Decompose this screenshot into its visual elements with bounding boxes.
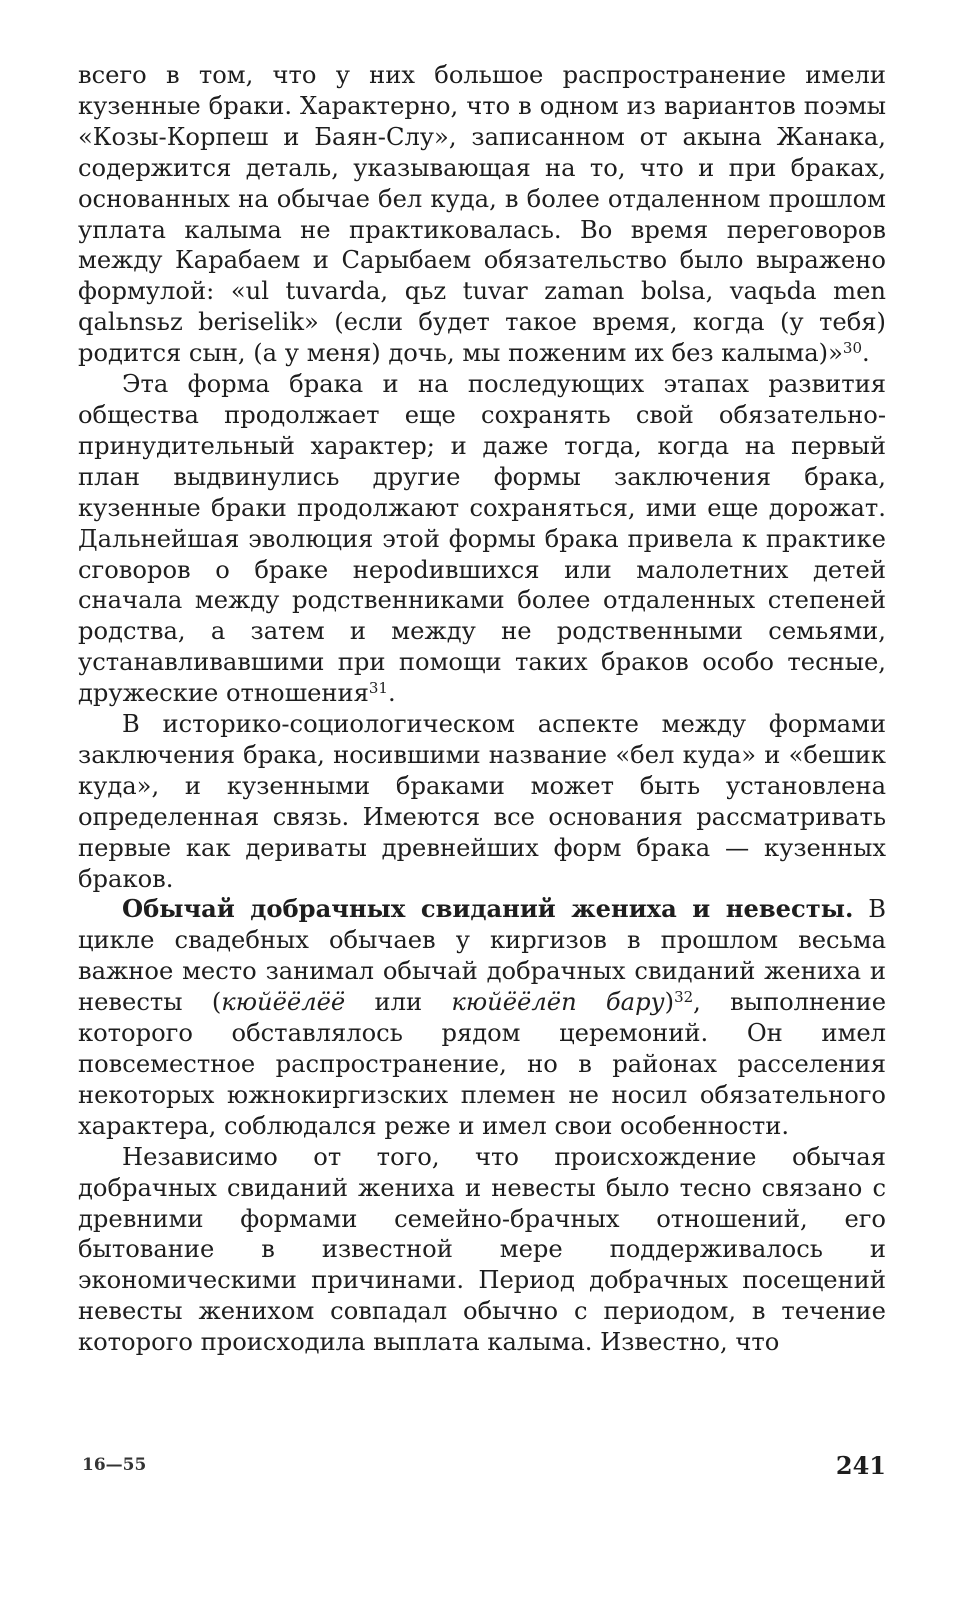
paragraph-1 [78, 60, 886, 369]
paragraph-2 [78, 369, 886, 709]
paragraph-5-text: Независимо от того, что происхождение обычая добрачных свиданий жениха и невесты было тесно связано с древними формами семейно-брачных отношений, его бытование в известной мере поддерживалось и экономическими причинами. Период добрачных посещений невесты женихом совпадал обычно с периодом, в течение которого происходила выплата калыма. Известно, что [78, 1142, 886, 1357]
paragraph-1-text: всего в том, что у них большое распространение имели кузенные браки. Характерно, что в одном из вариантов поэмы «Козы-Корпеш и Баян-Слу», записанном от акына Жанака, содержится деталь, указывающая на то, что и при браках, основанных на обычае бел куда, в более отдаленном прошлом уплата калыма не практиковалась. Во время переговоров между Карабаем и Сарыбаем обязательство было выражено формулой: «ul tuvarda, qьz tuvar zaman bolsa, vaqьda men qalьnsьz beriselik» (если будет такое время, когда (у тебя) родится сын, (а у меня) дочь, мы поженим их без калыма)» [78, 61, 886, 368]
paragraph-5 [78, 1142, 886, 1358]
section-heading-inline: Обычай добрачных свиданий жениха и невесты. [122, 894, 854, 924]
term-kyuyoolop-baruu: кюйёёлёп бару [451, 988, 665, 1017]
paragraph-4-text-d: , выполнение которого обставлялось рядом церемоний. Он имел повсеместное распространение, но в районах расселения некоторых южнокиргизских племен не носил обязательного характера, соблюдался реже и имел свои особенности. [78, 988, 887, 1140]
paragraph-1-end: . [862, 339, 870, 368]
paragraph-4-text-c: ) [664, 988, 675, 1017]
paragraph-4 [78, 894, 886, 1141]
footnote-ref-32: 32 [674, 987, 694, 1006]
page-number: 241 [835, 1451, 886, 1480]
footnote-ref-31: 31 [368, 678, 388, 697]
paragraph-3-text: В историко-социологическом аспекте между формами заключения брака, носившими название «бел куда» и «бешик куда», и кузенными браками может быть установлена определенная связь. Имеются все основания рассматривать первые как дериваты древнейших форм брака — кузенных браков. [78, 710, 886, 893]
paragraph-2-end: . [387, 679, 396, 708]
page-text-block [78, 60, 886, 1358]
footnote-ref-30: 30 [842, 338, 862, 357]
printer-signature: 16—55 [82, 1455, 147, 1475]
paragraph-4-text-a: В цикле свадебных обычаев у киргизов в прошлом весьма важное место занимал обычай добрачных свиданий жениха и невесты ( [78, 895, 886, 1017]
paragraph-4-text-b: или [345, 988, 452, 1017]
paragraph-3 [78, 709, 886, 894]
paragraph-2-text: Эта форма брака и на последующих этапах развития общества продолжает еще сохранять свой обязательно-принудительный характер; и даже тогда, когда на первый план выдвинулись другие формы заключения брака, кузенные браки продолжают сохраняться, ими еще дорожат. Дальнейшая эволюция этой формы брака привела к практике сговоров о браке нерodившихся или малолетних детей сначала между родственниками более отдаленных степеней родства, а затем и между не родственными семьями, устанавливавшими при помощи таких браков особо тесные, дружеские отношения [78, 370, 886, 708]
term-kyuyooloo: кюйёёлёё [221, 988, 346, 1017]
